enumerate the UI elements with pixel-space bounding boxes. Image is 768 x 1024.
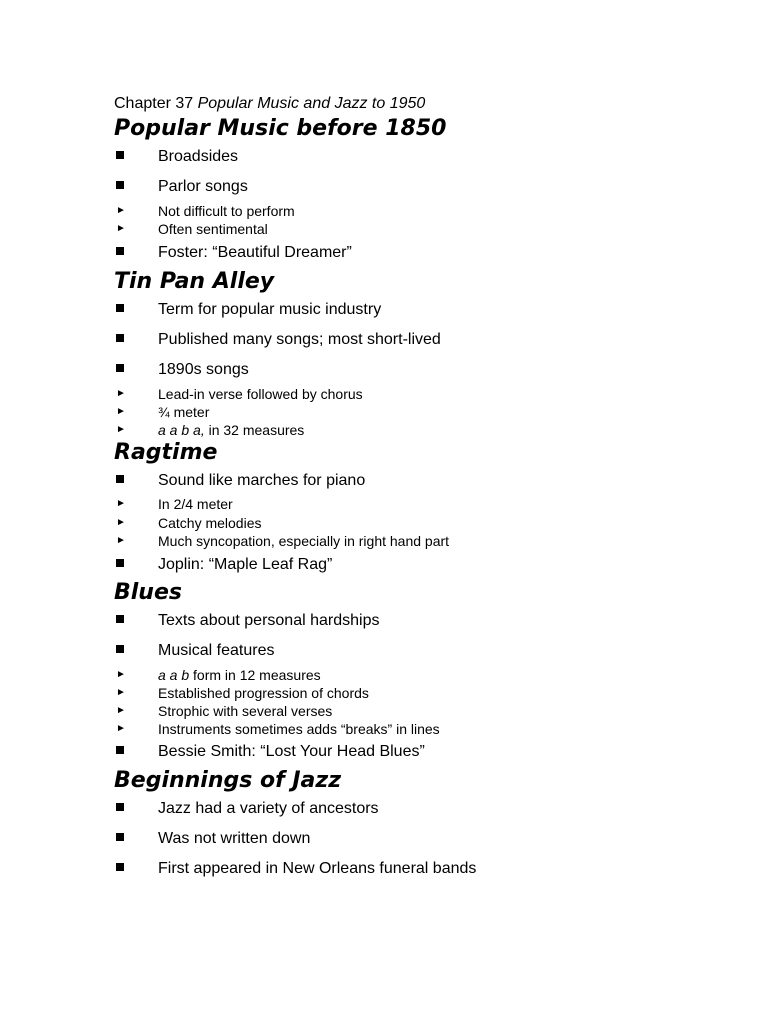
triangle-bullet-icon: ► <box>116 205 126 216</box>
sub-bullet-text: Not difficult to perform <box>158 203 295 219</box>
bullet-text: Bessie Smith: “Lost Your Head Blues” <box>158 743 425 760</box>
square-bullet-icon <box>116 247 124 255</box>
bullet-text: Was not written down <box>158 830 311 847</box>
bullet-text: First appeared in New Orleans funeral bands <box>158 860 477 877</box>
square-bullet-icon <box>116 833 124 841</box>
bullet-text: Parlor songs <box>158 178 248 195</box>
sub-bullet-rest: in 32 measures <box>204 422 305 438</box>
sub-bullet-text: Much syncopation, especially in right hand part <box>158 533 450 549</box>
triangle-bullet-icon: ► <box>116 669 126 680</box>
bullet-text: Published many songs; most short-lived <box>158 331 441 348</box>
chapter-label: Chapter 37 <box>114 95 198 112</box>
section-heading: Popular Music before 1850 <box>114 116 447 141</box>
triangle-bullet-icon: ► <box>116 705 126 716</box>
bullet-text: Foster: “Beautiful Dreamer” <box>158 244 352 261</box>
triangle-bullet-icon: ► <box>116 517 126 528</box>
section-heading: Blues <box>114 580 182 605</box>
sub-bullet-text: Instruments sometimes adds “breaks” in lines <box>158 721 440 737</box>
triangle-bullet-icon: ► <box>116 406 126 417</box>
sub-bullet-text: Lead-in verse followed by chorus <box>158 386 363 402</box>
bullet-text: Term for popular music industry <box>158 301 382 318</box>
bullet-text: Sound like marches for piano <box>158 472 366 489</box>
section-heading: Ragtime <box>114 440 218 465</box>
sub-bullet-emphasis: a a b <box>158 667 190 683</box>
sub-bullet-text <box>158 421 304 439</box>
sub-bullet-text <box>158 666 321 684</box>
triangle-bullet-icon: ► <box>116 498 126 509</box>
bullet-text: Texts about personal hardships <box>158 612 380 629</box>
square-bullet-icon <box>116 151 124 159</box>
triangle-bullet-icon: ► <box>116 535 126 546</box>
section-heading: Beginnings of Jazz <box>114 768 341 793</box>
bullet-text: Joplin: “Maple Leaf Rag” <box>158 556 333 573</box>
sub-bullet-text: In 2/4 meter <box>158 496 233 512</box>
square-bullet-icon <box>116 181 124 189</box>
square-bullet-icon <box>116 559 124 567</box>
bullet-text: 1890s songs <box>158 361 249 378</box>
triangle-bullet-icon: ► <box>116 424 126 435</box>
square-bullet-icon <box>116 364 124 372</box>
bullet-text: Broadsides <box>158 148 239 165</box>
square-bullet-icon <box>116 645 124 653</box>
triangle-bullet-icon: ► <box>116 223 126 234</box>
square-bullet-icon <box>116 863 124 871</box>
square-bullet-icon <box>116 615 124 623</box>
sub-bullet-text: Catchy melodies <box>158 515 262 531</box>
sub-bullet-emphasis: a a b a, <box>158 422 205 438</box>
triangle-bullet-icon: ► <box>116 723 126 734</box>
sub-bullet-text: ¾ meter <box>158 404 210 420</box>
square-bullet-icon <box>116 803 124 811</box>
chapter-subtitle: Popular Music and Jazz to 1950 <box>197 95 426 112</box>
square-bullet-icon <box>116 746 124 754</box>
square-bullet-icon <box>116 475 124 483</box>
sub-bullet-text: Often sentimental <box>158 221 268 237</box>
sub-bullet-text: Strophic with several verses <box>158 703 333 719</box>
triangle-bullet-icon: ► <box>116 687 126 698</box>
square-bullet-icon <box>116 304 124 312</box>
square-bullet-icon <box>116 334 124 342</box>
chapter-title <box>114 94 425 114</box>
sub-bullet-text: Established progression of chords <box>158 685 369 701</box>
bullet-text: Musical features <box>158 642 275 659</box>
section-heading: Tin Pan Alley <box>114 269 275 294</box>
sub-bullet-rest: form in 12 measures <box>189 667 321 683</box>
bullet-text: Jazz had a variety of ancestors <box>158 800 379 817</box>
triangle-bullet-icon: ► <box>116 388 126 399</box>
